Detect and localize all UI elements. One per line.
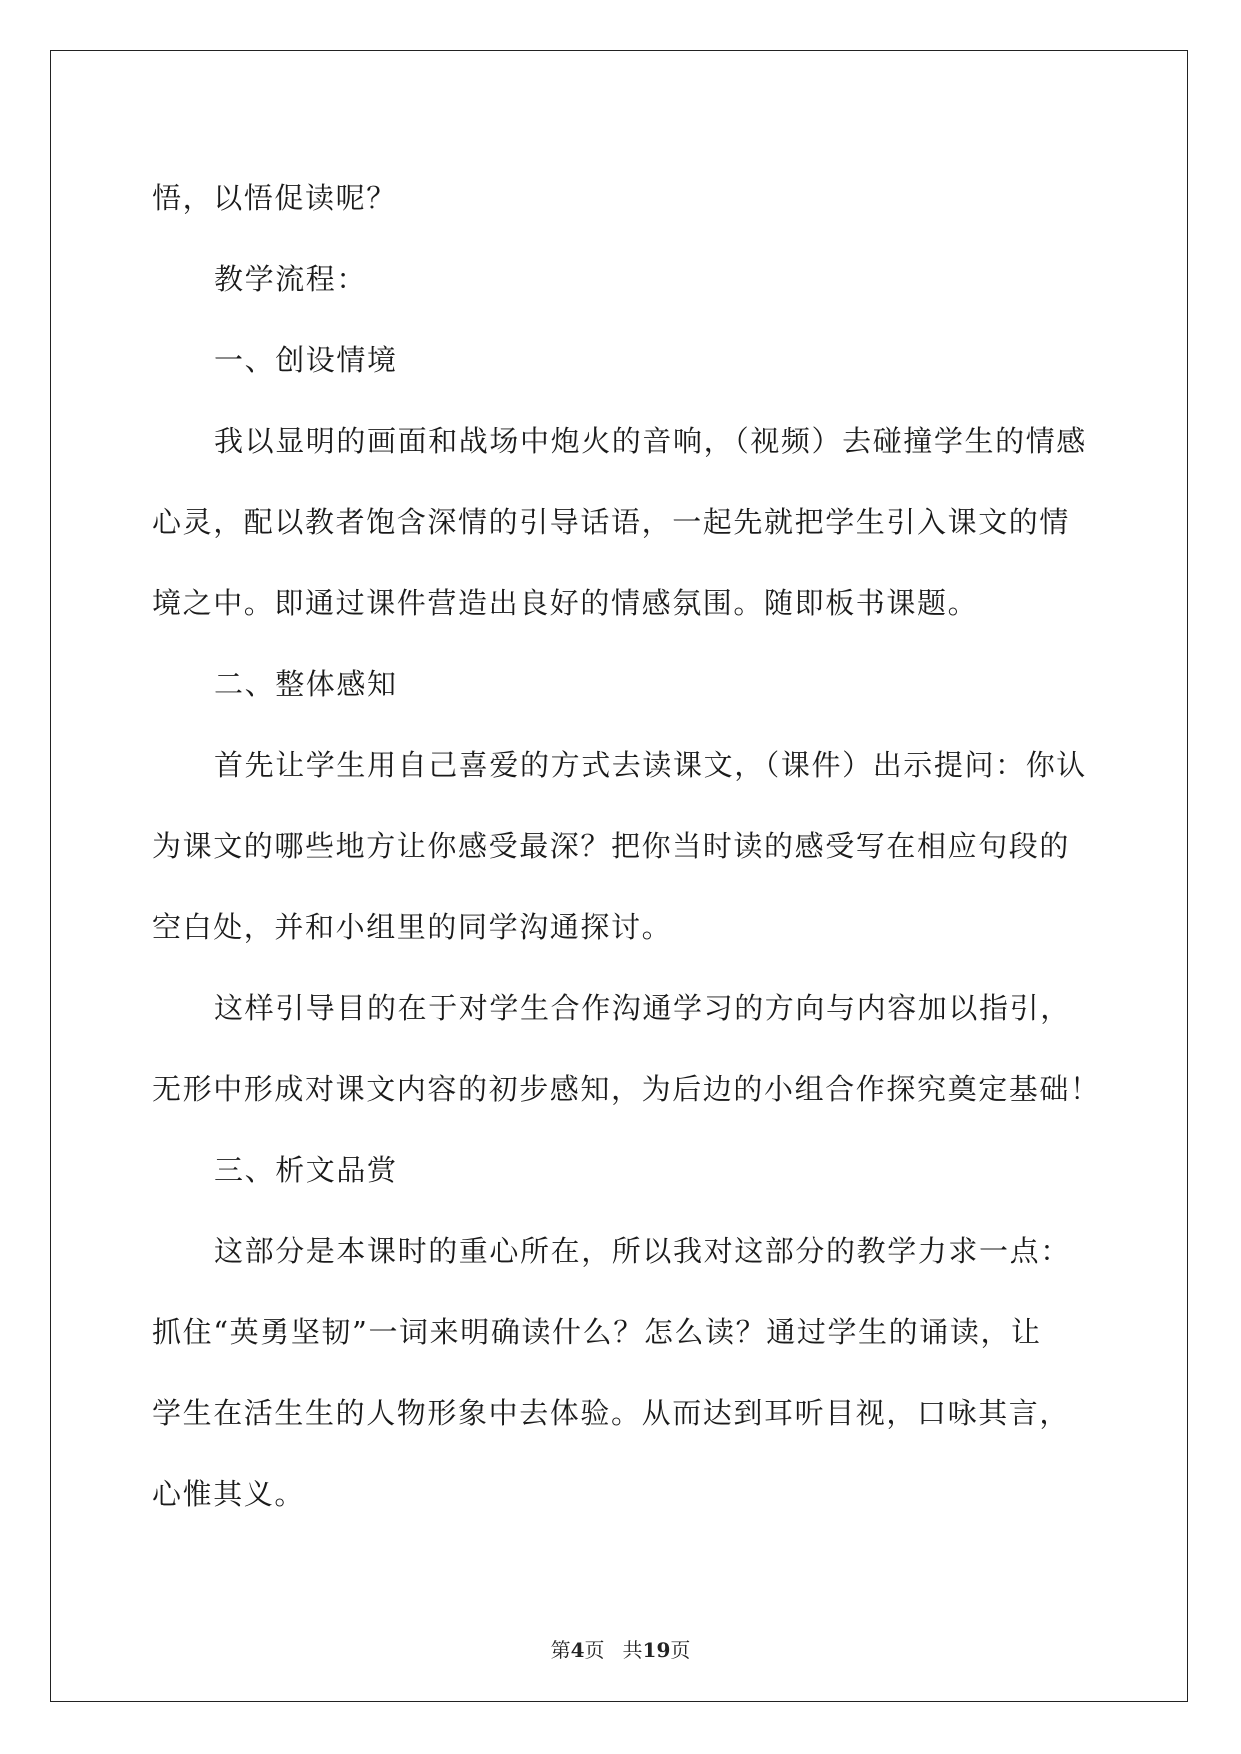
- paragraph-line: 心惟其义。: [152, 1477, 306, 1511]
- section-heading: 一、创设情境: [214, 343, 398, 377]
- paragraph-line: 境之中。即通过课件营造出良好的情感氛围。随即板书课题。: [152, 586, 979, 620]
- paragraph-line: 无形中形成对课文内容的初步感知，为后边的小组合作探究奠定基础！: [152, 1072, 1101, 1106]
- paragraph-line: 这部分是本课时的重心所在，所以我对这部分的教学力求一点：: [214, 1234, 1071, 1268]
- footer-prefix: 第: [550, 1638, 571, 1662]
- footer-page-suffix: 页: [584, 1638, 605, 1662]
- paragraph-line: 教学流程：: [214, 262, 368, 296]
- paragraph-line: 这样引导目的在于对学生合作沟通学习的方向与内容加以指引，: [214, 991, 1071, 1025]
- paragraph-line: 首先让学生用自己喜爱的方式去读课文，（课件）出示提问：你认: [214, 748, 1087, 782]
- paragraph-line: 学生在活生生的人物形象中去体验。从而达到耳听目视，口咏其言，: [152, 1396, 1071, 1430]
- paragraph-line: 心灵，配以教者饱含深情的引导话语，一起先就把学生引入课文的情: [152, 505, 1071, 539]
- paragraph-line: 我以显明的画面和战场中炮火的音响，（视频）去碰撞学生的情感: [214, 424, 1087, 458]
- paragraph-line: 抓住“英勇坚韧”一词来明确读什么？怎么读？通过学生的诵读，让: [152, 1315, 1042, 1349]
- section-heading: 二、整体感知: [214, 667, 398, 701]
- footer-total-suffix: 页: [670, 1638, 691, 1662]
- total-page-count: 19: [642, 1638, 671, 1662]
- section-heading: 三、析文品赏: [214, 1153, 398, 1187]
- paragraph-line: 为课文的哪些地方让你感受最深？把你当时读的感受写在相应句段的: [152, 829, 1071, 863]
- document-body: [152, 158, 1101, 1535]
- paragraph-line: 空白处，并和小组里的同学沟通探讨。: [152, 910, 673, 944]
- paragraph-line: 悟，以悟促读呢？: [152, 181, 397, 215]
- footer-total-prefix: 共: [622, 1638, 643, 1662]
- current-page-number: 4: [570, 1638, 585, 1662]
- page-footer: [0, 1634, 1241, 1663]
